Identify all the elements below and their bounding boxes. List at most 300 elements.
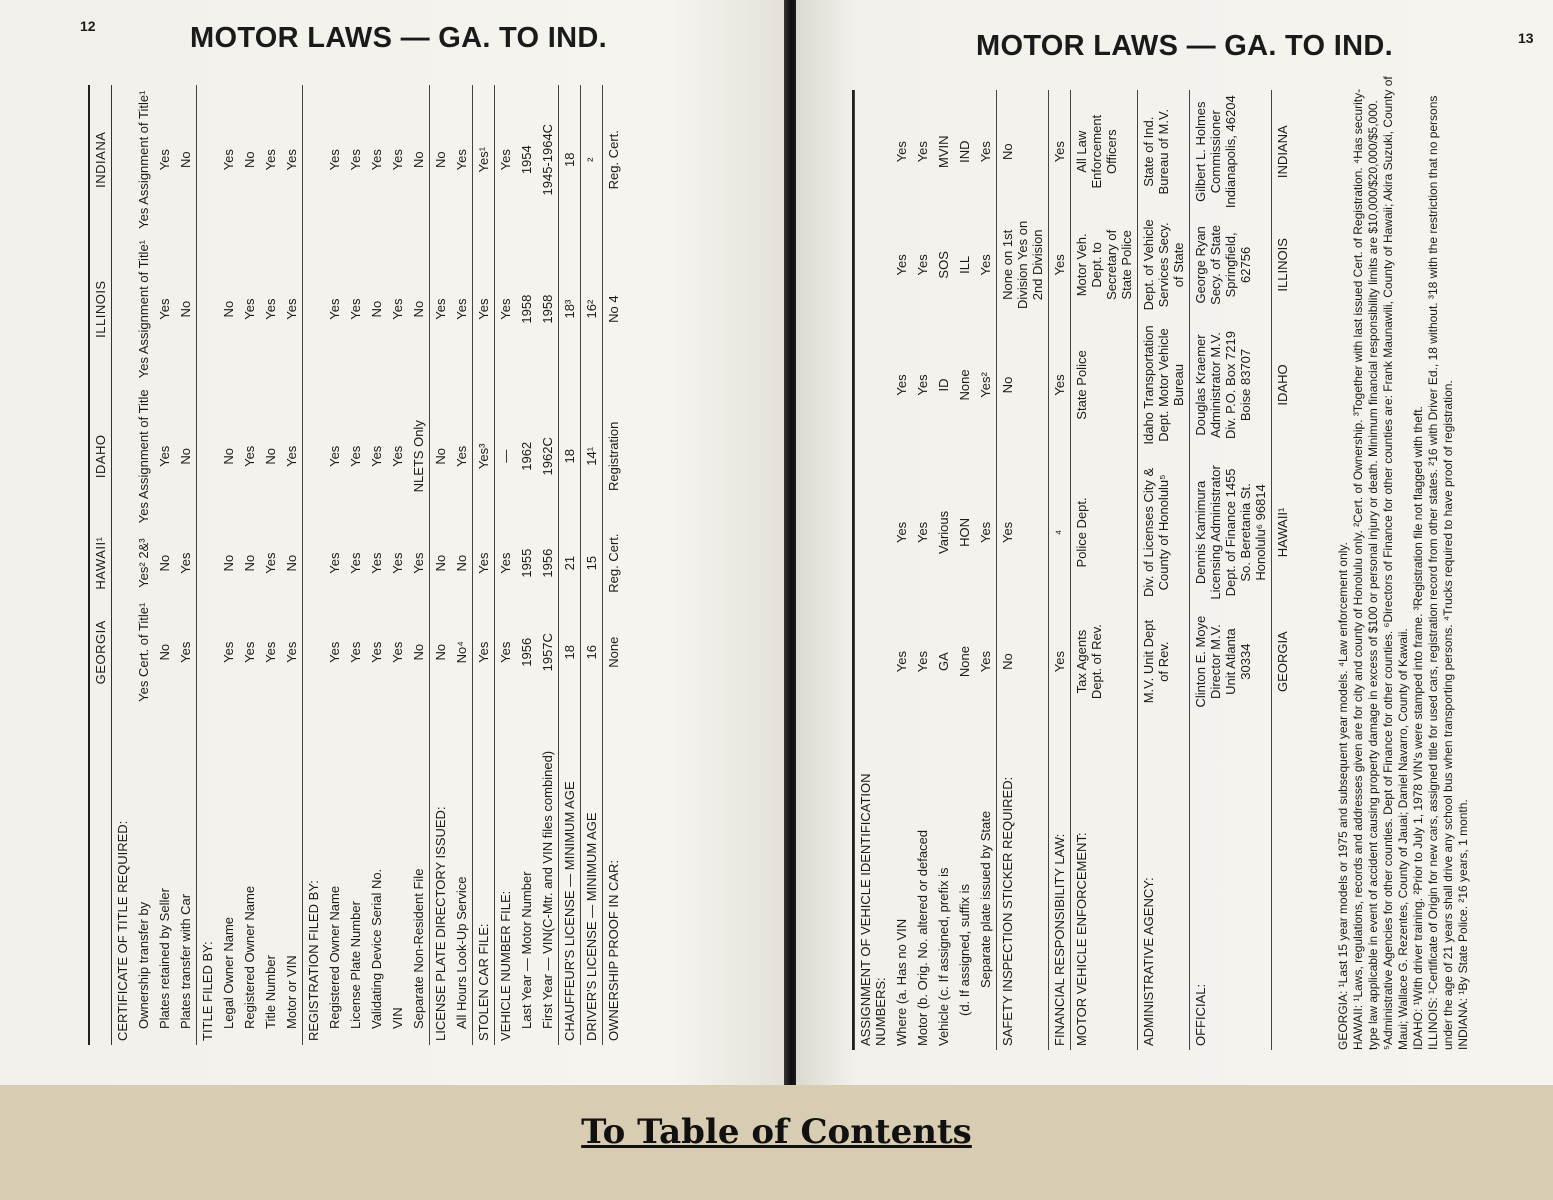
table-cell: None on 1st Division Yes on 2nd Division — [997, 213, 1049, 316]
row-label: REGISTRATION FILED BY: — [306, 880, 321, 1041]
table-cell: Yes — [348, 149, 363, 171]
table-cell — [855, 213, 892, 316]
table-cell: 1945-1964C — [540, 123, 555, 196]
table-cell — [303, 529, 325, 598]
table-cell: Yes — [473, 529, 495, 598]
motor-laws-table-left — [90, 85, 624, 1045]
row-label-cell — [197, 707, 219, 1045]
row-label-cell — [408, 707, 430, 1045]
row-label: VIN — [390, 1007, 405, 1029]
table-cell: Yes — [284, 149, 299, 171]
column-header: HAWAII¹ — [90, 529, 112, 598]
table-cell — [112, 384, 134, 529]
row-label-cell — [1138, 712, 1190, 1050]
row-label-cell — [387, 707, 408, 1045]
table-cell: No — [178, 151, 193, 169]
table-cell: Yes — [915, 374, 930, 396]
footnote: ILLINOIS: ¹Certificate of Origin for new cars, assigned title for used cars, registration record from other states. ²16 with Driver Ed., 18 without. ³18 with the restriction that no persons under the age of 21 years shall drive any school bus when transporting persons. ⁴Trucks required to have proof of registration. — [1426, 95, 1455, 1050]
table-cell — [855, 316, 892, 453]
table-cell: Yes — [327, 552, 342, 574]
table-cell: None — [957, 369, 972, 401]
table-cell: Clinton E. Moye Director M.V. Unit Atlanta 30334 — [1190, 611, 1272, 712]
row-label: License Plate Number — [348, 901, 363, 1029]
table-cell — [112, 597, 134, 707]
table-cell: Yes — [348, 641, 363, 663]
table-cell: Yes — [327, 445, 342, 467]
table-cell: Gilbert L. Holmes Commissioner Indianapolis, 46204 — [1190, 90, 1272, 213]
table-cell: Yes — [915, 141, 930, 163]
row-label-cell — [933, 712, 954, 1050]
row-label-cell — [975, 712, 997, 1050]
table-cell: Yes Assignment of Title¹ — [136, 90, 151, 229]
row-label-cell — [1190, 712, 1272, 1050]
row-label: Separate plate issued by State — [978, 810, 993, 988]
table-cell: Yes Assignment of Title¹ — [136, 239, 151, 379]
row-label-cell — [430, 707, 452, 1045]
table-cell: Yes — [390, 149, 405, 171]
table-cell: No — [221, 447, 236, 465]
table-cell: Yes — [390, 641, 405, 663]
row-label: All Hours Look-Up Service — [454, 876, 469, 1029]
table-cell: No — [454, 554, 469, 572]
row-label-cell — [366, 707, 387, 1045]
right-rotated-table-wrap — [852, 90, 1293, 1050]
row-label-cell — [239, 707, 260, 1045]
row-label: Vehicle (c. If assigned, prefix is — [936, 867, 951, 1046]
table-cell: Yes — [978, 521, 993, 544]
row-label-cell — [303, 707, 325, 1045]
table-cell: No — [430, 384, 452, 529]
table-row — [473, 85, 495, 1045]
table-row — [133, 85, 154, 1045]
table-row — [997, 90, 1049, 1050]
table-cell: George Ryan Secy. of State Springfield, 62756 — [1190, 213, 1272, 316]
table-cell: ILL — [957, 255, 972, 274]
table-row — [516, 85, 537, 1045]
row-label-cell — [516, 707, 537, 1045]
table-cell: 1955 — [519, 548, 534, 578]
row-label-cell — [495, 707, 517, 1045]
row-label-cell — [1049, 712, 1071, 1050]
table-cell: Yes — [473, 597, 495, 707]
row-label-cell — [1071, 712, 1138, 1050]
footnote: HAWAII: ¹Laws, regulations, records and addresses given are for city and county of Honolulu only. ²Cert. of Ownership. ³Together with last issued Cert. of Registration. ⁴Has security-type law applicable in event of accident causing property damage in excess of $100 or personal injury or death. Minimum financial responsibility limits are $10,000/$20,000/$5,000. ⁵Administrative Agencies for other counties. Dept of Finance for other counties. ⁶Directors of Finance for other counties are: Frank Maunawili, County of Hawaii; Akira Suzuki, County of Maui; Wallace G. Rezentes, County of Jauai; Daniel Navarro, County of Kawaii. — [1351, 76, 1410, 1050]
table-cell: Yes — [978, 141, 993, 163]
table-cell: 18³ — [559, 234, 581, 383]
table-cell: State of Ind. Bureau of M.V. — [1138, 90, 1190, 213]
footnote: GEORGIA: ¹Last 15 year models or 1975 and subsequent year models. ⁴Law enforcement only. — [1336, 542, 1350, 1050]
row-label-cell — [912, 712, 933, 1050]
table-row — [154, 85, 175, 1045]
row-label: FINANCIAL RESPONSIBILITY LAW: — [1052, 833, 1067, 1046]
table-cell — [197, 384, 219, 529]
table-row — [1190, 90, 1272, 1050]
table-cell: Yes — [997, 454, 1049, 612]
table-cell: No — [430, 529, 452, 598]
table-cell — [112, 234, 134, 383]
table-cell — [197, 597, 219, 707]
table-cell: 16² — [581, 234, 603, 383]
right-page — [796, 0, 1553, 1085]
table-cell: Police Dept. — [1071, 454, 1138, 612]
table-row — [175, 85, 197, 1045]
table-cell: Yes — [495, 234, 517, 383]
row-label-cell — [891, 712, 912, 1050]
row-label: CERTIFICATE OF TITLE REQUIRED: — [115, 820, 130, 1041]
table-cell — [855, 454, 892, 612]
row-label-cell — [997, 712, 1049, 1050]
row-label: LICENSE PLATE DIRECTORY ISSUED: — [433, 806, 448, 1041]
table-cell: Yes — [369, 445, 384, 467]
table-cell: No — [997, 316, 1049, 453]
table-cell: 15 — [581, 529, 603, 598]
table-row — [324, 85, 345, 1045]
table-cell: No — [157, 643, 172, 661]
table-cell: Yes — [473, 234, 495, 383]
page-number: 13 — [1518, 30, 1534, 46]
row-label: STOLEN CAR FILE: — [476, 923, 491, 1041]
row-label-cell — [473, 707, 495, 1045]
table-cell: Yes — [284, 445, 299, 467]
row-label: Registered Owner Name — [327, 885, 342, 1029]
row-label: Separate Non-Resident File — [411, 868, 426, 1029]
table-cell: Yes — [263, 298, 278, 320]
table-cell: Douglas Kraemer Administrator M.V. Div. P.O. Box 7219 Boise 83707 — [1190, 316, 1272, 453]
page-heading: MOTOR LAWS — GA. TO IND. — [976, 30, 1393, 62]
table-cell: 1954 — [519, 145, 534, 175]
table-cell: Yes — [411, 552, 426, 574]
table-cell — [303, 234, 325, 383]
row-label-cell — [855, 712, 892, 1050]
row-label: Motor (b. Orig. No. altered or defaced — [915, 829, 930, 1046]
row-label: ADMINISTRATIVE AGENCY: — [1141, 877, 1156, 1046]
table-cell: ⁴ — [1049, 454, 1071, 612]
row-label: Plates transfer with Car — [178, 893, 193, 1029]
row-label: OWNERSHIP PROOF IN CAR: — [606, 859, 621, 1041]
table-cell: No — [430, 85, 452, 234]
table-row — [451, 85, 473, 1045]
table-cell: 18 — [559, 384, 581, 529]
row-label: OFFICIAL: — [1193, 983, 1208, 1046]
table-cell: ILLINOIS — [1272, 213, 1294, 316]
row-label: (d. If assigned, suffix is — [957, 884, 972, 1016]
table-cell: Yes — [978, 651, 993, 673]
table-cell: Tax Agents Dept. of Rev. — [1071, 611, 1138, 712]
table-cell: Yes — [327, 298, 342, 320]
row-label-cell — [133, 707, 154, 1045]
row-label-cell — [260, 707, 281, 1045]
table-cell: Yes — [390, 552, 405, 574]
table-cell: Yes — [495, 85, 517, 234]
table-cell: Yes — [263, 149, 278, 171]
row-label-cell — [1272, 712, 1294, 1050]
table-row — [260, 85, 281, 1045]
table-cell: Yes — [894, 374, 909, 396]
row-label: ASSIGNMENT OF VEHICLE IDENTIFICATION NUMBERS: — [858, 773, 888, 1046]
row-label: MOTOR VEHICLE ENFORCEMENT: — [1074, 832, 1089, 1046]
row-label: Title Number — [263, 955, 278, 1029]
table-cell: Reg. Cert. — [603, 529, 625, 598]
table-cell — [303, 384, 325, 529]
table-cell: Yes — [915, 254, 930, 276]
table-cell: 1957C — [540, 633, 555, 672]
table-cell: 1956 — [540, 548, 555, 578]
table-cell: Dept. of Vehicle Services Secy. of State — [1138, 213, 1190, 316]
table-cell: Reg. Cert. — [603, 85, 625, 234]
table-cell: None — [957, 646, 972, 678]
table-row — [218, 85, 239, 1045]
column-header: INDIANA — [90, 85, 112, 234]
table-cell: No — [411, 643, 426, 661]
table-cell: Yes — [430, 234, 452, 383]
table-cell: Registration — [603, 384, 625, 529]
table-cell: Yes — [495, 597, 517, 707]
row-label: First Year — VIN(C-Mtr. and VIN files combined) — [540, 750, 555, 1029]
page-number: 12 — [80, 18, 96, 34]
table-cell: Yes — [894, 254, 909, 276]
table-cell: Yes — [221, 641, 236, 663]
table-cell: Yes — [1049, 90, 1071, 213]
table-row — [112, 85, 134, 1045]
table-cell: Yes — [157, 149, 172, 171]
table-cell: No — [221, 554, 236, 572]
row-label: Plates retained by Seller — [157, 888, 172, 1029]
table-row — [1138, 90, 1190, 1050]
table-cell: 1962 — [519, 441, 534, 471]
table-cell: Yes — [454, 445, 469, 467]
table-cell: Idaho Transportation Dept. Motor Vehicle Bureau — [1138, 316, 1190, 453]
table-row — [975, 90, 997, 1050]
table-cell: Yes — [284, 298, 299, 320]
table-cell: Yes — [348, 445, 363, 467]
row-label-cell — [537, 707, 559, 1045]
column-header: ILLINOIS — [90, 234, 112, 383]
table-cell: Yes — [348, 552, 363, 574]
table-cell: Yes Cert. of Title¹ — [136, 602, 151, 702]
table-cell: HAWAII¹ — [1272, 454, 1294, 612]
table-row — [281, 85, 303, 1045]
footnote: INDIANA: ¹By State Police. ²16 years, 1 month. — [1456, 799, 1470, 1050]
table-cell: Yes — [915, 651, 930, 673]
table-cell: Yes — [157, 298, 172, 320]
table-of-contents-link[interactable]: To Table of Contents — [581, 1112, 972, 1152]
row-label: Last Year — Motor Number — [519, 871, 534, 1029]
row-label: Registered Owner Name — [242, 885, 257, 1029]
row-label-cell — [281, 707, 303, 1045]
row-label-cell — [175, 707, 197, 1045]
table-cell: No 4 — [603, 234, 625, 383]
row-label: Legal Owner Name — [221, 917, 236, 1029]
row-label-cell — [581, 707, 603, 1045]
table-cell — [112, 85, 134, 234]
table-cell: Yes — [894, 521, 909, 544]
footnotes — [1336, 70, 1471, 1050]
table-cell: Yes — [978, 254, 993, 276]
table-row — [430, 85, 452, 1045]
column-header-blank — [90, 707, 112, 1045]
row-label-cell — [345, 707, 366, 1045]
left-rotated-table-wrap — [88, 85, 624, 1045]
table-cell — [303, 85, 325, 234]
table-cell: Yes³ — [473, 384, 495, 529]
table-cell: 1958 — [540, 294, 555, 324]
table-cell: NLETS Only — [411, 420, 426, 493]
table-cell: No — [263, 447, 278, 465]
table-cell: 1956 — [519, 637, 534, 667]
table-cell — [855, 611, 892, 712]
table-cell: 14¹ — [581, 384, 603, 529]
table-cell: No — [242, 151, 257, 169]
table-cell: MVIN — [936, 135, 951, 168]
table-row — [559, 85, 581, 1045]
table-cell — [197, 85, 219, 234]
table-row — [891, 90, 912, 1050]
table-cell: 21 — [559, 529, 581, 598]
row-label: VEHICLE NUMBER FILE: — [498, 890, 513, 1041]
table-row — [933, 90, 954, 1050]
table-cell: Yes² 2&³ — [136, 538, 151, 588]
table-row — [303, 85, 325, 1045]
column-header: GEORGIA — [90, 597, 112, 707]
table-row — [366, 85, 387, 1045]
table-cell: Yes — [390, 445, 405, 467]
table-cell: Yes — [915, 521, 930, 544]
table-cell: 1958 — [519, 294, 534, 324]
table-cell: Yes — [1049, 611, 1071, 712]
table-cell: Yes — [263, 641, 278, 663]
table-cell: 18 — [559, 85, 581, 234]
row-label: TITLE FILED BY: — [200, 941, 215, 1041]
table-cell: Yes — [454, 298, 469, 320]
row-label: DRIVER'S LICENSE — MINIMUM AGE — [584, 812, 599, 1041]
table-row — [345, 85, 366, 1045]
table-cell: Yes — [1049, 213, 1071, 316]
table-cell: No — [221, 300, 236, 318]
row-label-cell — [603, 707, 625, 1045]
table-cell: No⁴ — [454, 641, 469, 664]
table-cell: Yes — [495, 529, 517, 598]
table-cell: Yes — [242, 445, 257, 467]
table-row — [495, 85, 517, 1045]
table-cell: — — [495, 384, 517, 529]
table-cell: No — [430, 597, 452, 707]
table-row — [855, 90, 892, 1050]
table-cell: No — [178, 447, 193, 465]
table-cell: 1962C — [540, 437, 555, 476]
table-cell: No — [997, 611, 1049, 712]
row-label: Motor or VIN — [284, 955, 299, 1029]
table-cell — [303, 597, 325, 707]
row-label: CHAUFFEUR'S LICENSE — MINIMUM AGE — [562, 781, 577, 1041]
left-page — [0, 0, 790, 1085]
table-cell: Yes Assignment of Title — [136, 389, 151, 524]
table-cell: GEORGIA — [1272, 611, 1294, 712]
table-cell: State Police — [1071, 316, 1138, 453]
toc-link-wrap — [0, 1112, 1553, 1152]
table-cell: IND — [957, 140, 972, 163]
table-cell: Yes — [454, 149, 469, 171]
table-row — [912, 90, 933, 1050]
table-cell: ID — [936, 378, 951, 392]
table-cell: Div. of Licenses City & County of Honolulu⁵ — [1138, 454, 1190, 612]
table-row — [1049, 90, 1071, 1050]
table-row — [581, 85, 603, 1045]
table-cell: Yes — [178, 641, 193, 663]
table-cell: No — [157, 554, 172, 572]
table-cell: Yes — [894, 651, 909, 673]
table-cell: GA — [936, 652, 951, 671]
table-cell: SOS — [936, 251, 951, 279]
table-cell — [855, 90, 892, 213]
table-cell: Yes — [327, 641, 342, 663]
table-cell: Yes — [390, 298, 405, 320]
row-label: Ownership transfer by — [136, 901, 151, 1029]
table-cell — [197, 234, 219, 383]
table-cell: 16 — [581, 597, 603, 707]
table-row — [239, 85, 260, 1045]
table-cell: Yes — [242, 641, 257, 663]
table-row — [408, 85, 430, 1045]
table-cell: M.V. Unit Dept of Rev. — [1138, 611, 1190, 712]
table-cell: Yes — [178, 552, 193, 574]
table-cell: No — [242, 554, 257, 572]
table-cell: INDIANA — [1272, 90, 1294, 213]
table-cell: Yes — [369, 641, 384, 663]
row-label-cell — [559, 707, 581, 1045]
table-cell: Yes — [242, 298, 257, 320]
motor-laws-table-right — [854, 90, 1293, 1050]
table-cell: IDAHO — [1272, 316, 1294, 453]
table-cell: Yes — [348, 298, 363, 320]
table-cell: No — [178, 300, 193, 318]
table-cell — [112, 529, 134, 598]
table-cell: Yes — [263, 552, 278, 574]
table-cell: Yes¹ — [473, 85, 495, 234]
table-cell: ² — [581, 85, 603, 234]
table-cell: Dennis Kamimura Licensing Administrator Dept. of Finance 1455 So. Beretania St. Honolulu⁶ 96814 — [1190, 454, 1272, 612]
row-label-cell — [451, 707, 473, 1045]
row-label-cell — [324, 707, 345, 1045]
table-cell: Yes — [369, 149, 384, 171]
row-label-cell — [218, 707, 239, 1045]
table-row — [954, 90, 975, 1050]
table-row — [197, 85, 219, 1045]
table-cell: Yes — [221, 149, 236, 171]
table-cell: No — [411, 300, 426, 318]
table-cell: All Law Enforcement Officers — [1071, 90, 1138, 213]
table-row — [603, 85, 625, 1045]
row-label-cell — [154, 707, 175, 1045]
footnote: IDAHO: ¹With driver training. ²Prior to July 1, 1978 VIN's were stamped into frame. ³Registration file not flagged with theft. — [1411, 406, 1425, 1050]
row-label: SAFETY INSPECTION STICKER REQUIRED: — [1000, 776, 1015, 1046]
table-row — [1272, 90, 1294, 1050]
table-cell: No — [997, 90, 1049, 213]
table-cell: HON — [957, 517, 972, 547]
table-cell: Yes — [284, 641, 299, 663]
table-cell: Yes² — [978, 372, 993, 398]
table-cell: Various — [936, 510, 951, 554]
table-cell: 18 — [559, 597, 581, 707]
table-cell: Yes — [157, 445, 172, 467]
table-row — [387, 85, 408, 1045]
page-heading: MOTOR LAWS — GA. TO IND. — [190, 22, 607, 54]
table-cell: Yes — [1049, 316, 1071, 453]
table-cell: Motor Veh. Dept. to Secretary of State Police — [1071, 213, 1138, 316]
row-label: Validating Device Serial No. — [369, 868, 384, 1029]
table-cell — [197, 529, 219, 598]
table-cell: Yes — [894, 141, 909, 163]
row-label: Where (a. Has no VIN — [894, 918, 909, 1046]
